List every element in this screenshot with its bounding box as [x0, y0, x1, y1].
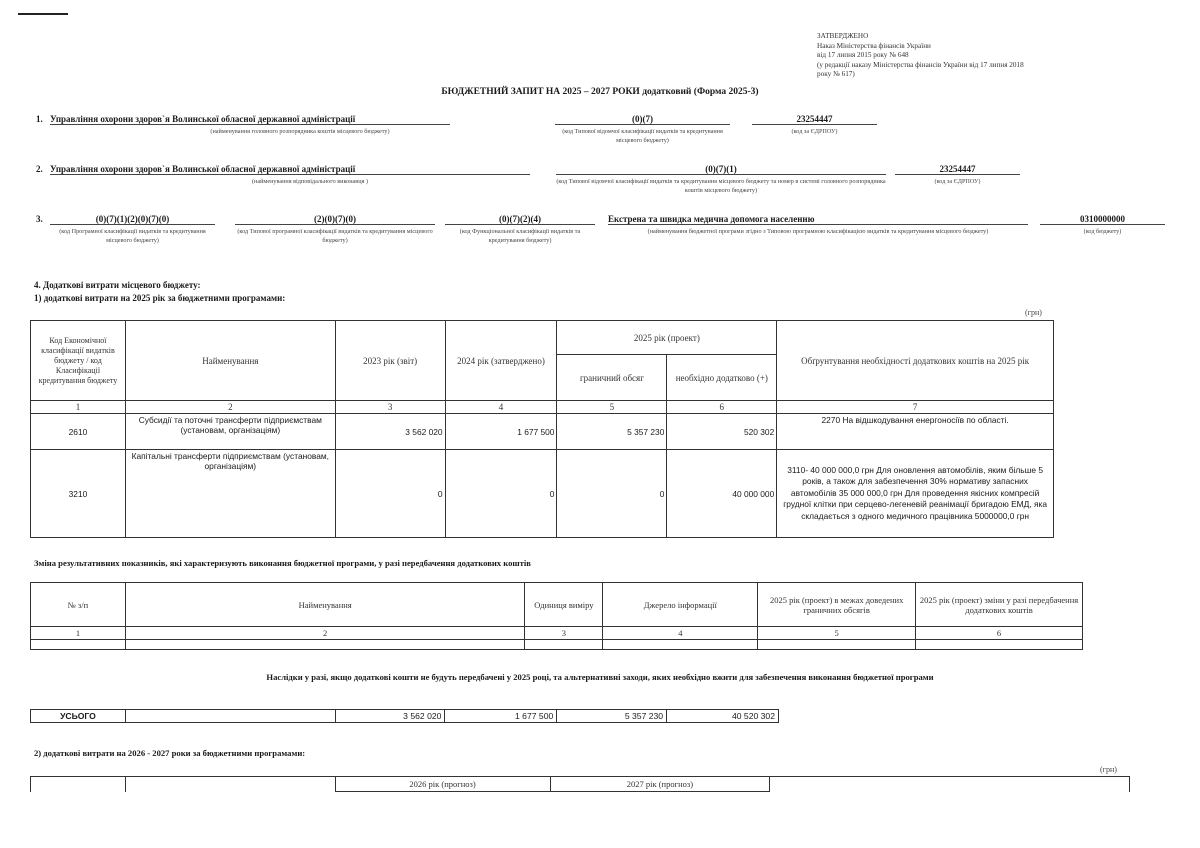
column-number: 4 — [603, 627, 758, 640]
additional-expenses-2025-table — [30, 320, 1054, 538]
header-source: Джерело інформації — [603, 583, 758, 627]
unit-label-2: (грн) — [1100, 765, 1117, 774]
item3-program-name-caption: (найменування бюджетної програми згідно з Типовою програмною класифікацією видатків та кредитування місцевого бюджету) — [647, 228, 989, 235]
header-name: Найменування — [125, 583, 525, 627]
header-unit: Одиниця виміру — [525, 583, 603, 627]
column-number: 5 — [758, 627, 916, 640]
item2-name-caption: (найменування відповідального виконавця ) — [252, 178, 368, 185]
header-2024: 2024 рік (затверджено) — [445, 321, 557, 401]
cell-limit: 5 357 230 — [557, 414, 667, 450]
section4-subheading: 1) додаткові витрати на 2025 рік за бюджетними програмами: — [34, 293, 286, 303]
additional-expenses-2026-2027-table — [30, 776, 1130, 792]
item1-code: (0)(7) — [555, 114, 730, 125]
column-number: 1 — [31, 627, 126, 640]
indicators-heading: Зміна результативних показників, які характеризують виконання бюджетної програми, у разі передбачення додаткових коштів — [34, 558, 531, 568]
total-row — [31, 710, 779, 723]
header-2025: 2025 рік (проект) — [557, 321, 777, 355]
total-limit: 5 357 230 — [557, 710, 667, 723]
item2-code-caption: (код Типової відомчої класифікації видатків та кредитування місцевого бюджету та номер в системі головного розпорядника коштів місцевого бюджету) — [556, 178, 886, 194]
cell-name: Субсидії та поточні трансферти підприємствам (установам, організаціям) — [125, 414, 335, 450]
item1-edrpou: 23254447 — [752, 114, 877, 125]
item3-budget-code-caption: (код бюджету) — [1083, 228, 1122, 235]
column-number: 5 — [557, 401, 667, 414]
item1-code-caption: (код Типової відомчої класифікації видатків та кредитування місцевого бюджету) — [562, 128, 723, 144]
item1-edrpou-caption: (код за ЄДРПОУ) — [791, 128, 838, 135]
item3-number: 3. — [36, 214, 43, 224]
total-label: УСЬОГО — [31, 710, 126, 723]
header-2023: 2023 рік (звіт) — [335, 321, 445, 401]
item3-program-name: Екстрена та швидка медична допомога населенню — [608, 214, 1028, 225]
item3-typical-code-caption: (код Типової програмної класифікації видатків та кредитування місцевого бюджету) — [237, 228, 433, 244]
item2-edrpou: 23254447 — [895, 164, 1020, 175]
cell-code: 3210 — [31, 450, 126, 538]
header-index: № з/п — [31, 583, 126, 627]
item1-number: 1. — [36, 114, 43, 124]
item3-functional-code-caption: (код Функціональної класифікації видатків та кредитування бюджету) — [459, 228, 581, 244]
approval-line: ЗАТВЕРДЖЕНО — [817, 32, 869, 40]
column-number: 7 — [777, 401, 1054, 414]
item2-edrpou-caption: (код за ЄДРПОУ) — [934, 178, 981, 185]
approval-line: (у редакції наказу Міністерства фінансів України від 17 липня 2018 — [817, 60, 1024, 69]
total-2024: 1 677 500 — [445, 710, 557, 723]
total-2023: 3 562 020 — [335, 710, 445, 723]
item2-name: Управління охорони здоров`я Волинської обласної державної адміністрації — [50, 164, 530, 175]
scan-mark — [18, 13, 68, 15]
header-2026: 2026 рік (прогноз) — [335, 777, 550, 792]
item1-name: Управління охорони здоров`я Волинської обласної державної адміністрації — [50, 114, 450, 125]
cell-2023: 3 562 020 — [335, 414, 445, 450]
indicators-table — [30, 582, 1083, 650]
unit-label: (грн) — [1025, 308, 1042, 317]
total-name — [125, 710, 335, 723]
column-number: 6 — [667, 401, 777, 414]
column-number: 3 — [335, 401, 445, 414]
document-title: БЮДЖЕТНИЙ ЗАПИТ НА 2025 – 2027 РОКИ додатковий (Форма 2025-3) — [441, 87, 759, 97]
cell-justification: 3110- 40 000 000,0 грн Для оновлення автомобілів, яким більше 5 років, а також для забезпечення 30% нормативу запасних автомобілів 35 000 000,0 грн Для проведення якісних компресій грудної клітки при серцево-легеневій реанімації бригадою ЕМД, яка складається з одного медичного працівника 5000000,0 грн — [777, 450, 1054, 538]
item3-functional-code: (0)(7)(2)(4) — [445, 214, 595, 225]
approval-line: від 17 липня 2015 року № 648 — [817, 51, 909, 59]
header-changes: 2025 рік (проект) зміни у разі передбачення додаткових коштів — [916, 583, 1083, 627]
cell-limit: 0 — [557, 450, 667, 538]
header-within-limits: 2025 рік (проект) в межах доведених граничних обсягів — [758, 583, 916, 627]
table-row — [31, 414, 1054, 450]
cell-name: Капітальні трансферти підприємствам (установам, організаціям) — [125, 450, 335, 538]
column-number: 4 — [445, 401, 557, 414]
header-justification: Обґрунтування необхідності додаткових коштів на 2025 рік — [777, 321, 1054, 401]
total-additional: 40 520 302 — [667, 710, 779, 723]
item3-budget-code: 0310000000 — [1040, 214, 1165, 225]
column-number: 3 — [525, 627, 603, 640]
approval-line: Наказ Міністерства фінансів України — [817, 41, 931, 50]
header-2027: 2027 рік (прогноз) — [550, 777, 770, 792]
approval-line: року № 617) — [817, 70, 855, 78]
cell-additional: 520 302 — [667, 414, 777, 450]
header-limit: граничний обсяг — [557, 355, 667, 401]
table-row — [31, 450, 1054, 538]
consequences-heading: Наслідки у разі, якщо додаткові кошти не будуть передбачені у 2025 році, та альтернативні заходи, яких необхідно вжити для забезпечення виконання бюджетної програми — [266, 672, 934, 682]
total-table — [30, 709, 779, 723]
header-code: Код Економічної класифікації видатків бюджету / код Класифікації кредитування бюджету — [31, 321, 126, 401]
header-additional: необхідно додатково (+) — [667, 355, 777, 401]
item1-name-caption: (найменування головного розпорядника коштів місцевого бюджету) — [210, 128, 390, 135]
column-number: 1 — [31, 401, 126, 414]
cell-2024: 0 — [445, 450, 557, 538]
cell-additional: 40 000 000 — [667, 450, 777, 538]
cell-justification: 2270 На відшкодування енергоносіїв по області. — [777, 414, 1054, 450]
cell-2023: 0 — [335, 450, 445, 538]
section4-heading: 4. Додаткові витрати місцевого бюджету: — [34, 280, 201, 290]
column-number: 2 — [125, 627, 525, 640]
item2-code: (0)(7)(1) — [556, 164, 886, 175]
header-name: Найменування — [125, 321, 335, 401]
item3-typical-code: (2)(0)(7)(0) — [235, 214, 435, 225]
column-number: 2 — [125, 401, 335, 414]
section4-2-subheading: 2) додаткові витрати на 2026 - 2027 роки за бюджетними програмами: — [34, 748, 306, 758]
table-row — [31, 640, 1083, 650]
cell-code: 2610 — [31, 414, 126, 450]
item3-program-code: (0)(7)(1)(2)(0)(7)(0) — [50, 214, 215, 225]
item2-number: 2. — [36, 164, 43, 174]
approval-stamp — [817, 32, 1024, 80]
cell-2024: 1 677 500 — [445, 414, 557, 450]
item3-program-code-caption: (код Програмної класифікації видатків та кредитування місцевого бюджету) — [59, 228, 206, 244]
column-number: 6 — [916, 627, 1083, 640]
